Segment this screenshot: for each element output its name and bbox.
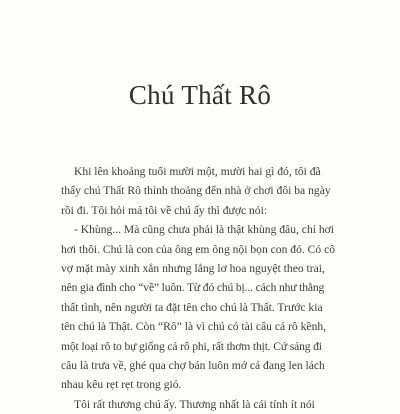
text-line: rồi đi. Tôi hỏi má tôi về chú ấy thì được nói:	[61, 203, 268, 217]
chapter-title: Chú Thất Rô	[128, 80, 272, 110]
chapter-body	[61, 162, 339, 414]
text-line: nên gia đình cho “về” luôn. Từ đó chú bị... cách như thằng	[61, 281, 325, 295]
text-line: Khi lên khoảng tuổi mười một, mười hai gì đó, tôi đã	[74, 165, 321, 178]
text-line: - Khùng... Mà cũng chưa phải là thật khùng đâu, chỉ hơi	[74, 223, 335, 237]
text-line: vợ mặt mày xinh xắn nhưng lẳng lơ hoa nguyệt theo trai,	[61, 262, 325, 276]
text-line: Tôi rất thương chú ấy. Thương nhất là cái tính ít nói	[74, 397, 315, 411]
text-line: một loại rô to bự giống cá rô phi, rất thơm thịt. Cứ sáng đi	[61, 339, 322, 353]
text-line: tên chú là Thật. Còn “Rô” là vì chú có tài câu cá rô kềnh,	[61, 320, 327, 334]
text-line: thất tình, nên người ta đặt tên cho chú là Thất. Trước kia	[61, 300, 323, 314]
text-line: thấy chú Thất Rô thỉnh thoảng đến nhà ở chơi đôi ba ngày	[61, 184, 331, 198]
paragraph-1	[61, 162, 339, 220]
text-line: câu là trưa về, ghé qua chợ bán luôn mớ cá đang len lách	[61, 359, 325, 373]
paragraph-2	[61, 220, 339, 395]
text-line: hơi thôi. Chú là con của ông em ông nội bọn con đó. Có cô	[61, 242, 336, 256]
paragraph-3	[61, 395, 339, 414]
text-line: nhau kêu rẹt rẹt trong giỏ.	[61, 378, 182, 392]
